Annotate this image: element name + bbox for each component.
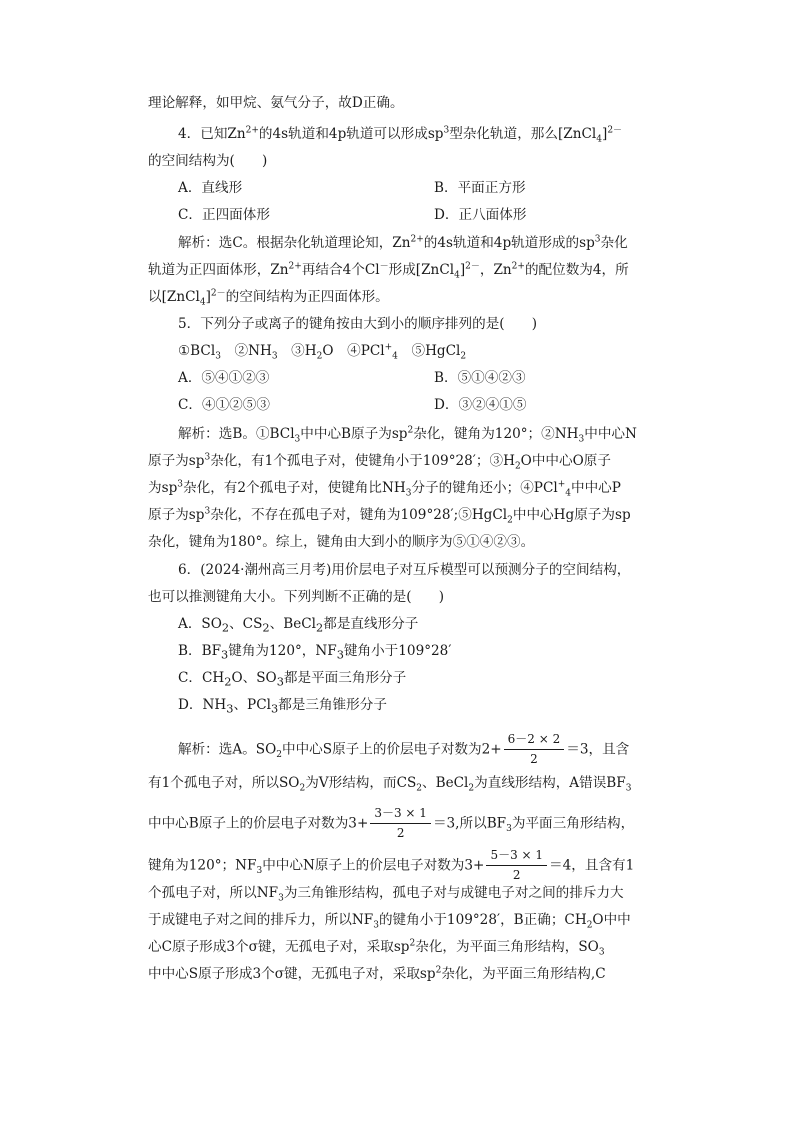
q5-analysis-line: 杂化，键角为180°。综上，键角由大到小的顺序为⑤①④②③。 [148, 534, 535, 550]
q6-option-d: D．$NH_3$、PCl$_3$都是三角锥形分子 [178, 697, 387, 716]
q6-analysis-line: 有1个孤电子对，所以$SO_2$为V形结构，而$CS_2$、BeCl$_2$为直线形结构，A错误$BF_3$ [148, 775, 632, 794]
q6-analysis-line: 中中心B原子上的价层电子对数为3+ $\frac{3-3 \times 1}{2}$ ＝3,所以$BF_3$为平面三角形结构， [148, 806, 635, 840]
q5-analysis-line: 原子为$sp^3$杂化，不存在孤电子对，键角为109°28′;⑤HgCl$_2$中中心Hg原子为sp [148, 506, 631, 526]
q5-analysis-line: 原子为$sp^3$杂化，有1个孤电子对，使键角小于109°28′；$③H_2O$中中心O原子 [148, 452, 611, 472]
fraction: $\frac{3-3 \times 1}{2}$ [370, 805, 431, 841]
q4-option-d: D．正八面体形 [434, 207, 527, 223]
q5-items: ①BCl$_3$ $②NH_3$ $③H_2O$ ④PCl+$_4$ ⑤HgCl$_2$ [178, 342, 467, 362]
q4-analysis-line: 轨道为正四面体形，$Zn^{2+}$再结合4个Cl－形成[ZnCl$_4$]$^{2-}$，$Zn^{2+}$的配位数为4，所 [148, 261, 629, 281]
q6-option-c: C．$CH_2O$、$SO_3$都是平面三角形分子 [178, 670, 407, 689]
q6-analysis-line: 中中心S原子形成3个σ键，无孤电子对，采取$sp^2$杂化，为平面三角形结构,C [148, 965, 606, 982]
q6-analysis-line: 解析：选A。$SO_2$中中心S原子上的价层电子对数为2+ $\frac{6-2 \times 2}{2}$ ＝3，且含 [178, 732, 630, 766]
q6-analysis-line: 键角为120°；$NF_3$中中心N原子上的价层电子对数为3+ $\frac{5-3 \times 1}{2}$ ＝4，且含有1 [148, 848, 635, 882]
q5-analysis-line: 为$sp^3$杂化，有2个孤电子对，使键角比$NH_3$分子的键角还小；④PCl+$_4$中中心P [148, 479, 621, 499]
q4-option-c: C．正四面体形 [178, 207, 270, 223]
q4-analysis-line: 解析：选C。根据杂化轨道理论知，$Zn^{2+}$的4s轨道和4p轨道形成的$sp^3$杂化 [178, 234, 628, 251]
q5-option-c: C．④①②⑤③ [178, 397, 270, 413]
question-4-stem: 4．已知$Zn^{2+}$的4s轨道和4p轨道可以形成$sp^3$型杂化轨道，那么[ZnCl$_4$]$^{2-}$ [178, 125, 623, 145]
q5-option-d: D．③②④①⑤ [434, 397, 527, 413]
question-5-stem: 5．下列分子或离子的键角按由大到小的顺序排列的是( ) [178, 316, 538, 332]
q4-option-b: B．平面正方形 [434, 180, 526, 196]
question-6-stem-cont: 也可以推测键角大小。下列判断不正确的是( ) [148, 589, 445, 605]
q4-analysis-line: 以[ZnCl$_4$]$^{2-}$的空间结构为正四面体形。 [148, 288, 389, 308]
fraction: $\frac{5-3 \times 1}{2}$ [486, 847, 547, 883]
question-6-stem: 6．(2024·潮州高三月考)用价层电子对互斥模型可以预测分子的空间结构， [178, 562, 631, 578]
q4-option-a: A．直线形 [178, 180, 243, 196]
text-line: 理论解释，如甲烷、氨气分子，故D正确。 [148, 95, 404, 111]
q6-analysis-line: 心C原子形成3个σ键，无孤电子对，采取$sp^2$杂化，为平面三角形结构，$SO_3$ [148, 938, 605, 958]
q6-analysis-line: 于成键电子对之间的排斥力，所以$NF_3$的键角小于109°28′，B正确；$CH_2O$中中 [148, 912, 631, 931]
q6-analysis-line: 个孤电子对，所以$NF_3$为三角锥形结构，孤电子对与成键电子对之间的排斥力大 [148, 885, 624, 904]
q5-analysis-line: 解析：选B。①BCl$_3$中中心B原子为$sp^2$杂化，键角为120°；$②NH_3$中中心N [178, 425, 637, 445]
fraction: $\frac{6-2 \times 2}{2}$ [504, 731, 565, 767]
question-4-stem-cont: 的空间结构为( ) [148, 153, 268, 169]
q5-option-b: B．⑤①④②③ [434, 370, 526, 386]
q6-option-a: A．$SO_2$、$CS_2$、BeCl$_2$都是直线形分子 [178, 616, 419, 635]
q5-option-a: A．⑤④①②③ [178, 370, 270, 386]
q6-option-b: B．$BF_3$键角为120°，$NF_3$键角小于109°28′ [178, 643, 452, 662]
